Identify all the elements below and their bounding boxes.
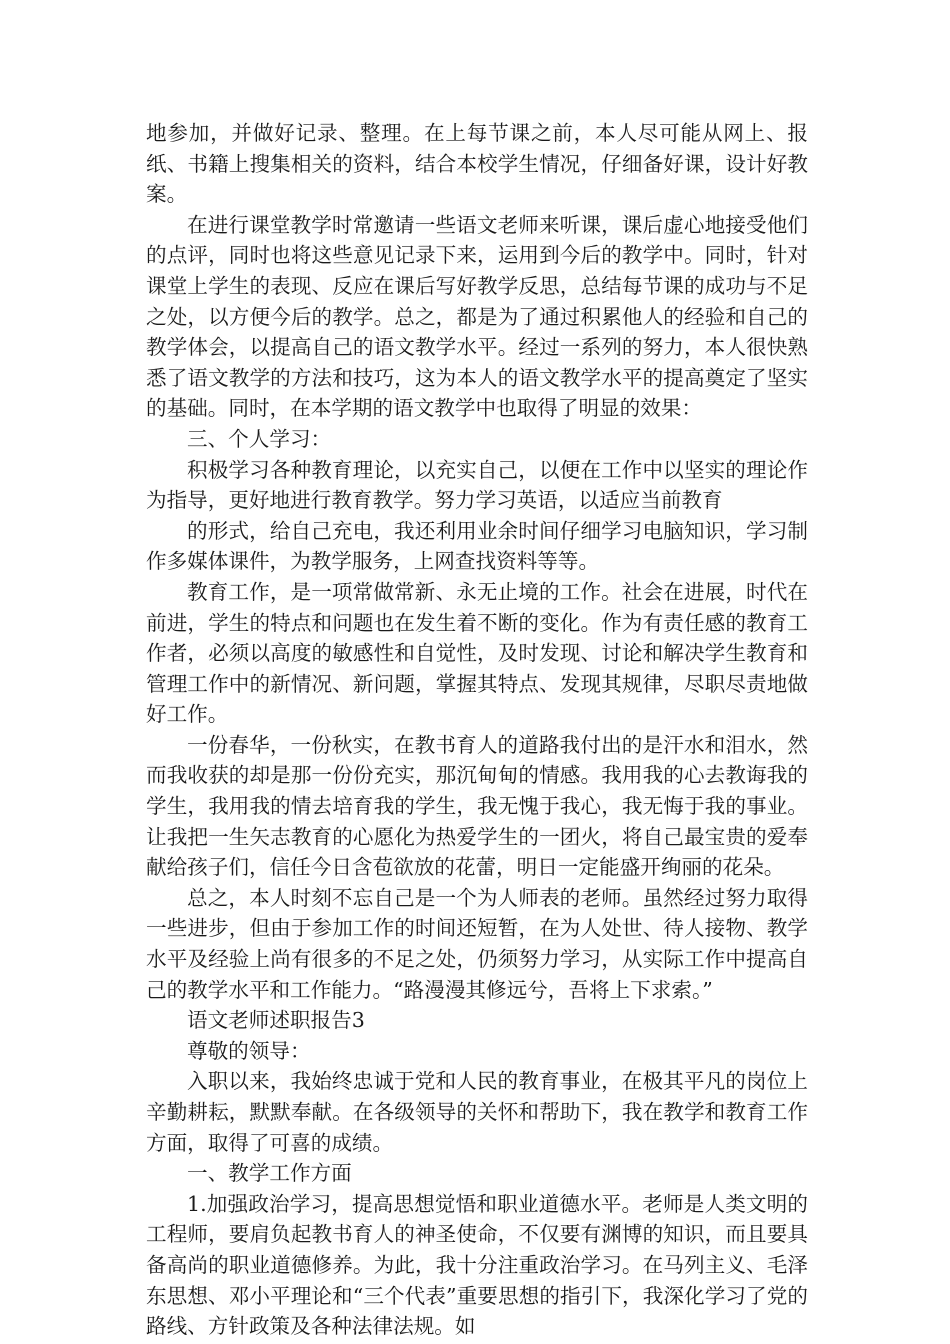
- paragraph-continuation: 地参加，并做好记录、整理。在上每节课之前，本人尽可能从网上、报纸、书籍上搜集相关的资料，结合本校学生情况，仔细备好课，设计好教案。: [146, 121, 808, 207]
- paragraph-introduction: 入职以来，我始终忠诚于党和人民的教育事业，在极其平凡的岗位上辛勤耕耘，默默奉献。在各级领导的关怀和帮助下，我在教学和教育工作方面，取得了可喜的成绩。: [146, 1069, 808, 1155]
- paragraph-spring-autumn: 一份春华，一份秋实，在教书育人的道路我付出的是汗水和泪水，然而我收获的却是那一份份充实，那沉甸甸的情感。我用我的心去教诲我的学生，我用我的情去培育我的学生，我无愧于我心，我无悔于我的事业。让我把一生矢志教育的心愿化为热爱学生的一团火，将自己最宝贵的爱奉献给孩子们，信任今日含苞欲放的花蕾，明日一定能盛开绚丽的花朵。: [146, 732, 808, 880]
- paragraph-classroom-teaching: 在进行课堂教学时常邀请一些语文老师来听课，课后虚心地接受他们的点评，同时也将这些意见记录下来，运用到今后的教学中。同时，针对课堂上学生的表现、反应在课后写好教学反思，总结每节课的成功与不足之处，以方便今后的教学。总之，都是为了通过积累他人的经验和自己的教学体会，以提高自己的语文教学水平。经过一系列的努力，本人很快熟悉了语文教学的方法和技巧，这为本人的语文教学水平的提高奠定了坚实的基础。同时，在本学期的语文教学中也取得了明显的效果：: [146, 212, 808, 421]
- paragraph-summary: 总之，本人时刻不忘自己是一个为人师表的老师。虽然经过努力取得一些进步，但由于参加工作的时间还短暂，在为人处世、待人接物、教学水平及经验上尚有很多的不足之处，仍须努力学习，从实际工作中提高自己的教学水平和工作能力。“路漫漫其修远兮，吾将上下求索。”: [146, 885, 808, 1002]
- paragraph-education-work: 教育工作，是一项常做常新、永无止境的工作。社会在进展，时代在前进，学生的特点和问题也在发生着不断的变化。作为有责任感的教育工作者，必须以高度的敏感性和自觉性，及时发现、讨论和解决学生教育和管理工作中的新情况、新问题，掌握其特点、发现其规律，尽职尽责地做好工作。: [146, 579, 808, 727]
- section-heading-teaching-work: 一、教学工作方面: [187, 1161, 352, 1186]
- paragraph-study-theory: 积极学习各种教育理论，以充实自己，以便在工作中以坚实的理论作为指导，更好地进行教育教学。努力学习英语，以适应当前教育: [146, 457, 808, 513]
- report-title: 语文老师述职报告3: [187, 1008, 365, 1033]
- paragraph-self-charging: 的形式，给自己充电，我还利用业余时间仔细学习电脑知识，学习制作多媒体课件，为教学服务，上网查找资料等等。: [146, 518, 808, 574]
- salutation: 尊敬的领导：: [187, 1038, 311, 1063]
- document-body: [146, 118, 808, 1342]
- paragraph-political-study: 1.加强政治学习，提高思想觉悟和职业道德水平。老师是人类文明的工程师，要肩负起教书育人的神圣使命，不仅要有渊博的知识，而且要具备高尚的职业道德修养。为此，我十分注重政治学习。在马列主义、毛泽东思想、邓小平理论和“三个代表”重要思想的指引下，我深化学习了党的路线、方针政策及各种法律法规。如: [146, 1191, 808, 1339]
- section-heading-personal-study: 三、个人学习：: [187, 426, 332, 451]
